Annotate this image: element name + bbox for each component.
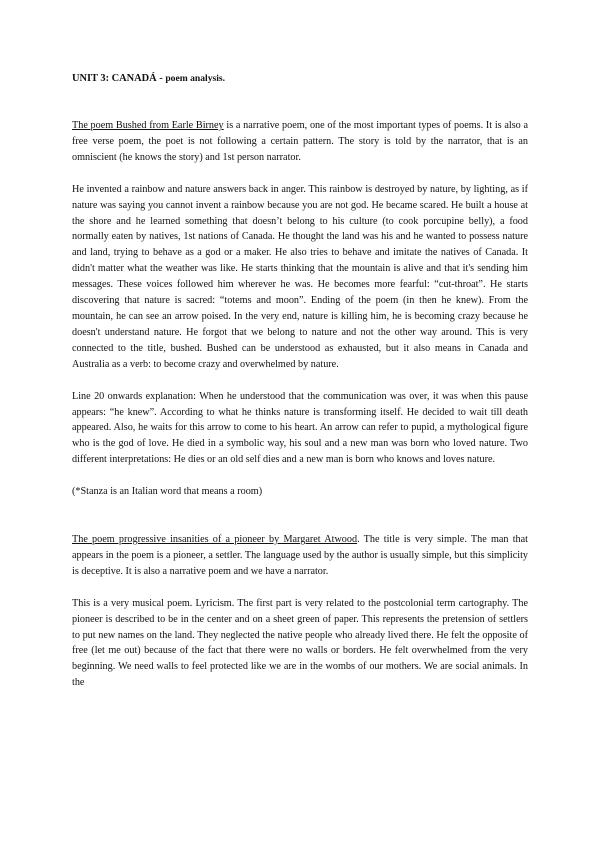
stanza-note: (*Stanza is an Italian word that means a room) bbox=[72, 486, 263, 498]
paragraph-musical-poem: This is a very musical poem. Lyricism. The first part is very related to the postcolonial term cartography. The pioneer is described to be in the center and on a sheet green of paper. This represents the pretension of settlers to put new names on the land. They neglected the native people who already lived there. He felt the opposite of free (let me out) because of the fact that there were no walls or borders. He felt overwhelmed from the very beginning. We need walls to feel protected like we are in the wombs of our mothers. We are social animals. In the bbox=[72, 597, 528, 689]
paragraph-progressive-insanities bbox=[72, 532, 528, 580]
poem-reference-bushed: The poem Bushed from Earle Birney bbox=[72, 120, 224, 131]
paragraph-text: is a narrative poem, one of the most important types of poems. It is also a free verse poem, the poet is not following a certain pattern. The story is told by the narrator, that is an omniscient (he knows the story) and 1st person narrator. bbox=[72, 120, 528, 163]
paragraph-line-20: Line 20 onwards explanation: When he understood that the communication was over, it was when this pause appears: “he knew”. According to what he thinks nature is transforming itself. He decided to wait till death appeared. Also, he waits for this arrow to come to his heart. An arrow can refer to pupid, a mythological figure who is the god of love. He died in a symbolic way, his soul and a new man was born who loved nature. Two different interpretations: He dies or an old self dies and a new man is born who knows and loves nature. bbox=[72, 390, 528, 466]
title-sub: poem analysis. bbox=[165, 73, 226, 84]
paragraph-bushed-intro bbox=[72, 118, 528, 166]
paragraph-rainbow: He invented a rainbow and nature answers back in anger. This rainbow is destroyed by nature, by lighting, as if nature was saying you cannot invent a rainbow because you are not god. He became scared. He built a house at the shore and he learned something that doesn’t belong to his culture (to cook porcupine belly), a food normally eaten by natives, 1st nations of Canada. He thought the land was his and he wanted to possess nature and land, trying to behave as a god or a maker. He also tries to behave and imitate the natives of Canada. It didn't matter what the weather was like. He starts thinking that the mountain is alive and that it's sending him messages. These voices followed him wherever he was. He becomes more fearful: “cut-throat”. He starts discovering that nature is sacred: “totems and moon”. Ending of the poem (in then he knew). From the mountain, he can see an arrow poised. In the very end, nature is killing him, he is becoming crazy because he doesn't understand nature. He forgot that we belong to nature and not the other way around. This is very connected to the title, bushed. Bushed can be understood as exhausted, but it also means in Canada and Australia as a verb: to become crazy and overwhelmed by nature. bbox=[72, 183, 528, 370]
poem-reference-atwood: The poem progressive insanities of a pioneer by Margaret Atwood bbox=[72, 534, 358, 546]
title-main: UNIT 3: CANADÁ - bbox=[72, 73, 166, 84]
document-title bbox=[72, 73, 528, 84]
paragraph-text: . The title is very simple. The man that appears in the poem is a pioneer, a settler. The language used by the author is usually simple, but this simplicity is deceptive. It is also a narrative poem and we have a narrator. bbox=[72, 534, 529, 577]
